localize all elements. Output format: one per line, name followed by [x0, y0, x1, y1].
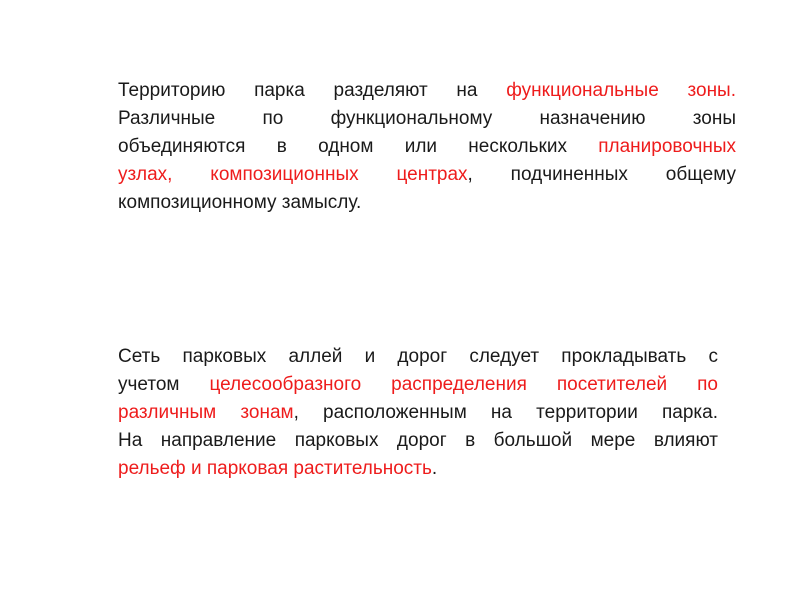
paragraph-line	[118, 133, 736, 161]
paragraph-line	[118, 399, 718, 427]
text-run: Сеть парковых аллей и дорог следует прокладывать с	[118, 346, 718, 367]
paragraph-line	[118, 455, 718, 483]
text-run: Территорию парка разделяют на	[118, 80, 507, 101]
paragraph-line	[118, 427, 718, 455]
text-run: Различные по функциональному назначению зоны	[118, 108, 736, 129]
text-run: композиционному замыслу.	[118, 192, 362, 213]
paragraph-park-roads	[118, 343, 718, 483]
text-run: , подчиненных общему	[467, 164, 736, 185]
highlighted-term: узлах, композиционных центрах	[118, 164, 468, 185]
paragraph-line	[118, 105, 736, 133]
text-run: .	[431, 458, 438, 479]
highlighted-term: функциональные зоны.	[506, 80, 736, 101]
text-run: учетом	[118, 374, 210, 395]
highlighted-term: целесообразного распределения посетителей по	[209, 374, 718, 395]
paragraph-line	[118, 189, 736, 217]
text-run: , расположенным на территории парка.	[293, 402, 718, 423]
highlighted-term: различным зонам	[118, 402, 294, 423]
text-run: На направление парковых дорог в большой мере влияют	[118, 430, 718, 451]
paragraph-line	[118, 77, 736, 105]
paragraph-line	[118, 371, 718, 399]
highlighted-term: планировочных	[598, 136, 736, 157]
paragraph-line	[118, 343, 718, 371]
paragraph-functional-zones	[118, 77, 736, 217]
paragraph-line	[118, 161, 736, 189]
text-run: объединяются в одном или нескольких	[118, 136, 599, 157]
highlighted-term: рельеф и парковая растительность	[118, 458, 432, 479]
